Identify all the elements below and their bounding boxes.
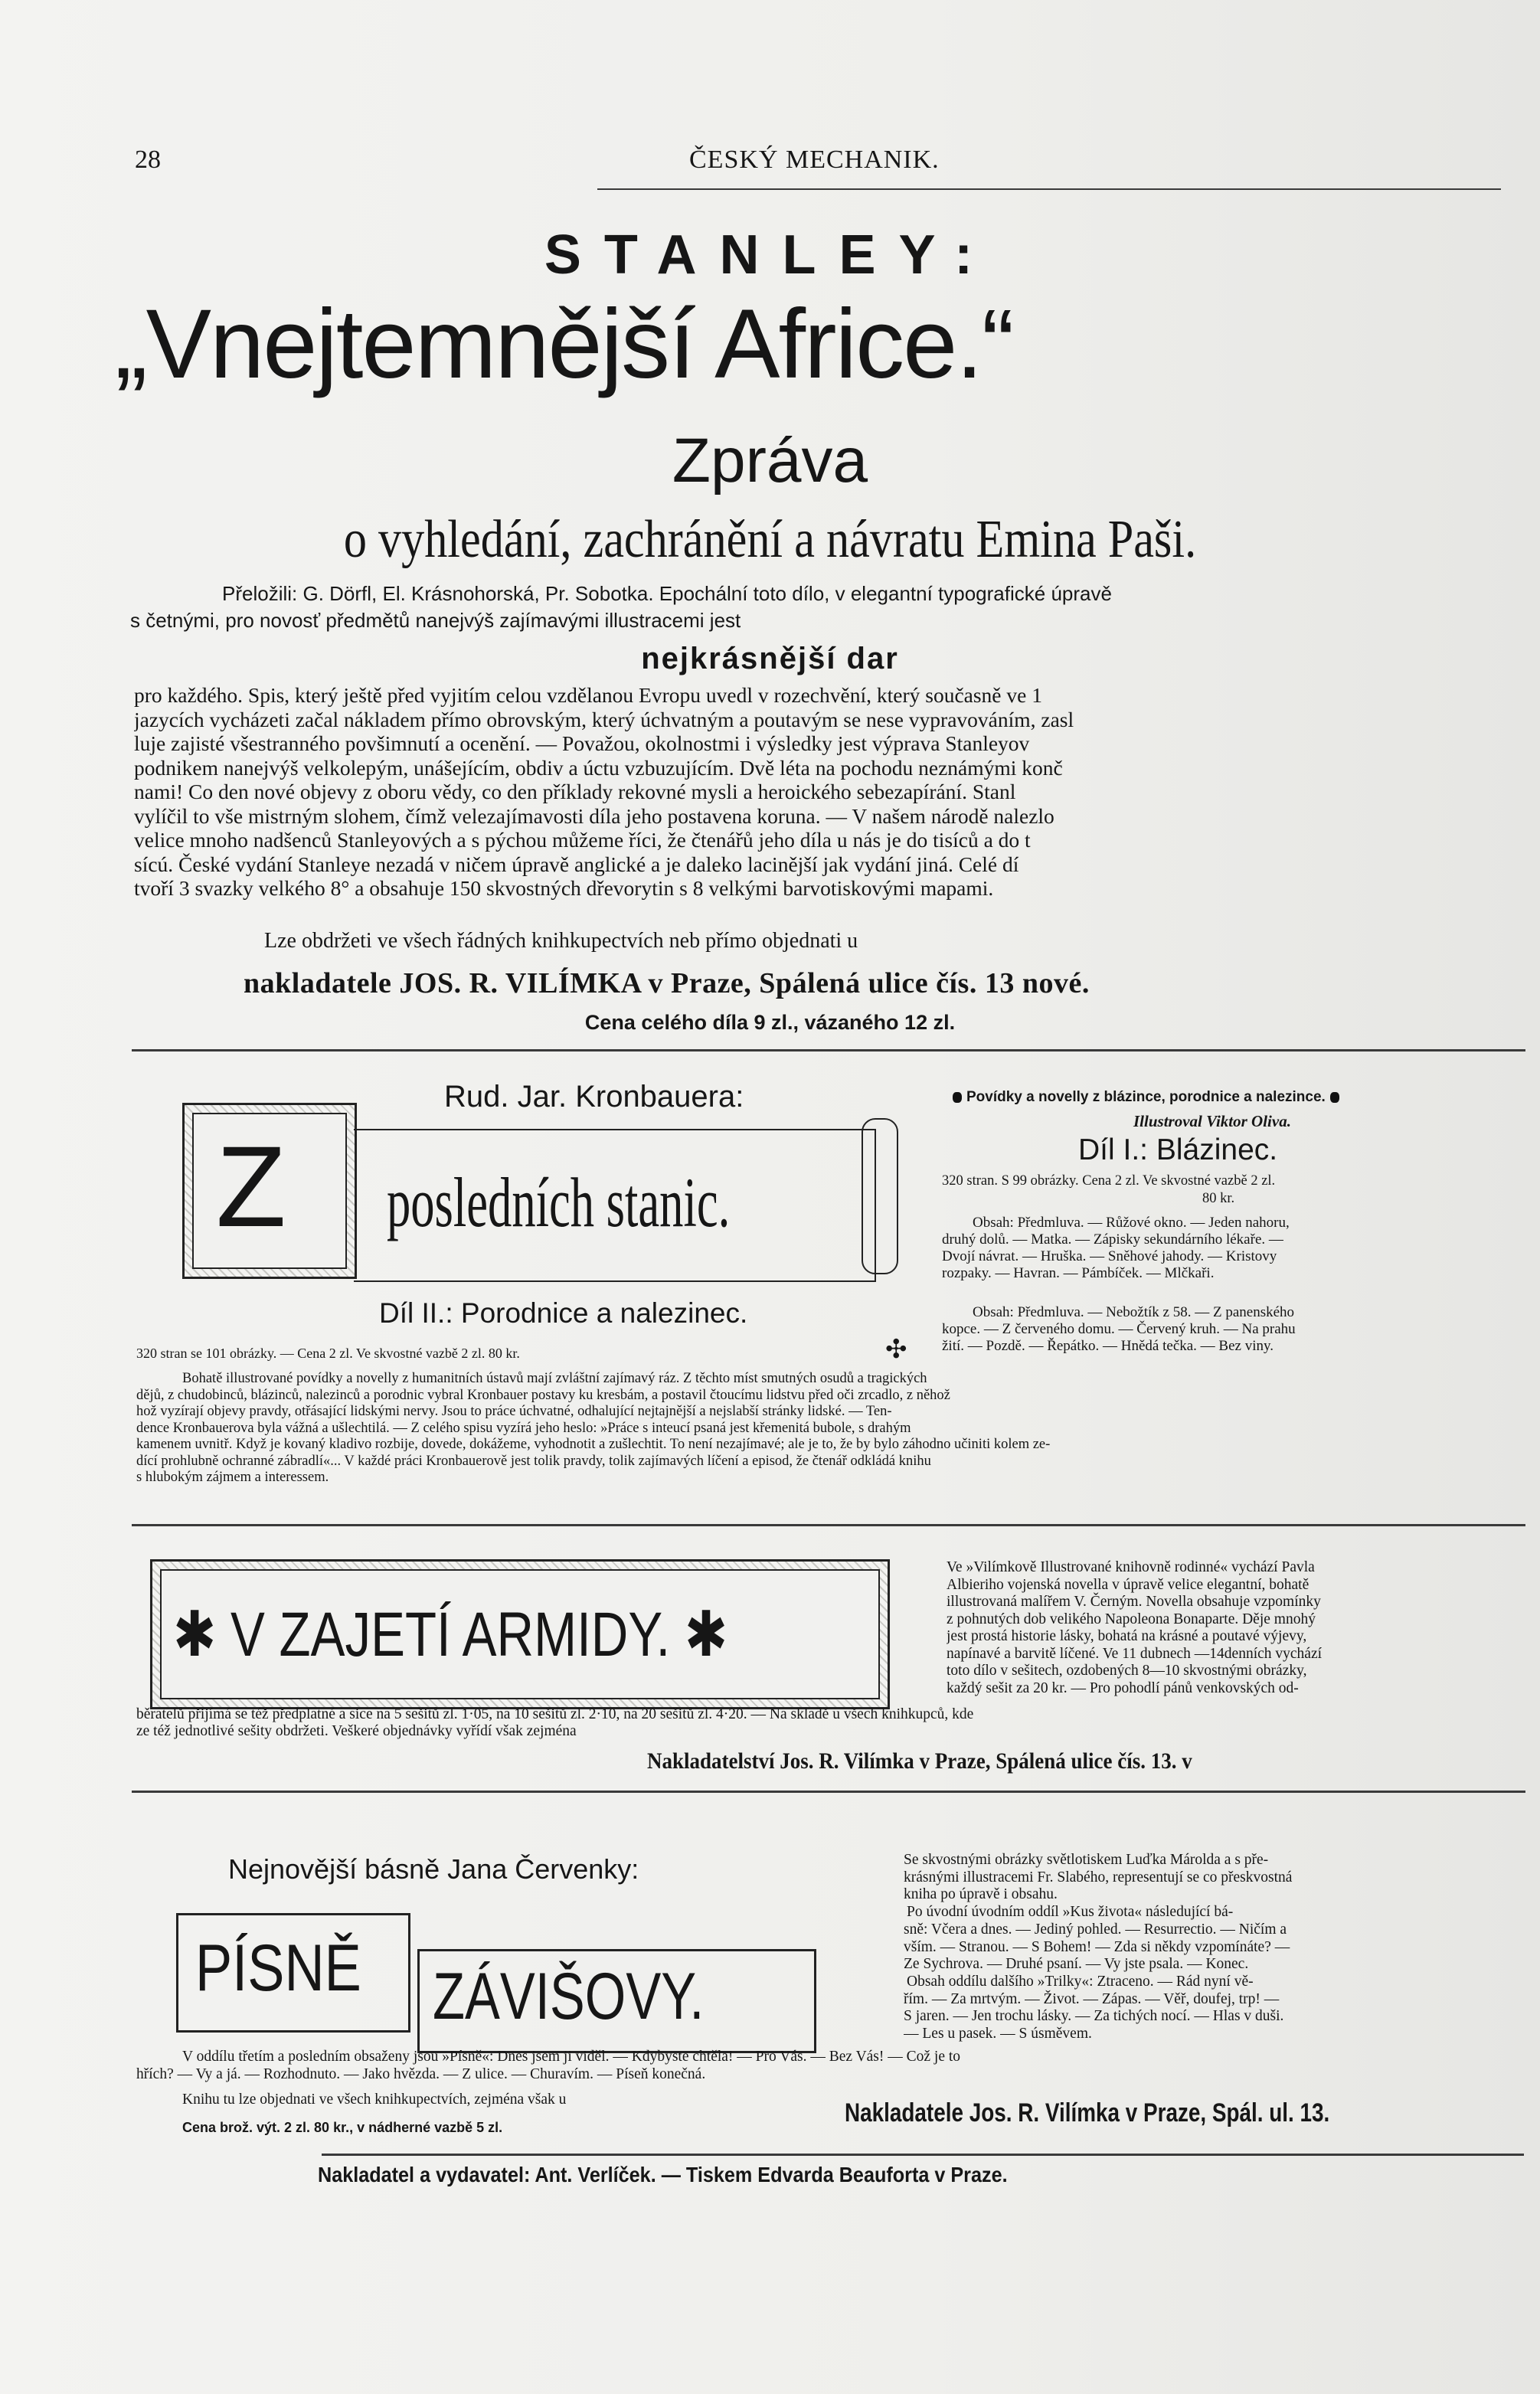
divider: [132, 1049, 1525, 1051]
text-line: napínavé a barvitě líčené. Ve 11 dubnech —14denních vychází: [947, 1645, 1323, 1662]
contents-line: Obsah: Předmluva. — Růžové okno. — Jeden nahoru,: [973, 1215, 1290, 1231]
kronbauer-body: [136, 1371, 1526, 1486]
text-line: Obsah oddílu dalšího »Trilky«: Ztraceno. — Rád nyní vě-: [907, 1973, 1254, 1990]
text-line: Se skvostnými obrázky světlotiskem Luďka Márolda a s pře-: [904, 1852, 1269, 1868]
kronbauer-contents-2: [942, 1304, 1532, 1355]
stanley-obtain: Lze obdržeti ve všech řádných knihkupectvích neb přímo objednati u: [264, 929, 858, 953]
text-line: S jaren. — Jen trochu lásky. — Za tichých nocí. — Hlas v duši.: [904, 2008, 1284, 2025]
stanley-translators: Přeložili: G. Dörfl, El. Krásnohorská, Pr. Sobotka. Epochální toto dílo, v elegantní typografické úpravě: [222, 582, 1112, 605]
header-rule: [597, 188, 1501, 190]
kronbauer-right-header: Povídky a novelly z blázince, porodnice a nalezince.: [948, 1089, 1344, 1106]
body-line: vylíčil to vše mistrným slohem, čímž velezajímavosti díla jeho postavena koruna. — V našem národě nalezlo: [134, 803, 1054, 828]
zavisovy-title: ZÁVIŠOVY.: [433, 1960, 705, 2033]
kronbauer-title: posledních stanic.: [387, 1163, 731, 1241]
bullet-icon: [1330, 1092, 1339, 1103]
body-line: s hlubokým zájmem a interessem.: [136, 1470, 329, 1485]
stanley-subtitle-2: o vyhledání, zachránění a návratu Emina Paši.: [343, 510, 1197, 569]
body-line: jazycích vycházeti začal nákladem přímo obrovským, který úchvatným a poutavým se nese vypravováním, zasl: [134, 707, 1074, 731]
text-line: kniha po úpravě i obsahu.: [904, 1886, 1058, 1903]
body-line: podnikem nanejvýš velkolepým, unášejícím, obdiv a úctu vzbuzujícím. Dvě léta na pochodu neznámými konč: [134, 755, 1063, 780]
cervenka-bottom-2: hřích? — Vy a já. — Rozhodnuto. — Jako hvězda. — Z ulice. — Churavím. — Píseň konečná.: [136, 2066, 706, 2082]
body-line: dence Kronbauerova byla vážná a ušlechtilá. — Z celého spisu vyzírá jeho heslo: »Práce s inteucí psaná jest křemenitá bubole, s drahým: [136, 1420, 911, 1436]
body-line: Bohatě illustrované povídky a novelly z humanitních ústavů mají zvláštní zajímavý ráz. Z těchto míst smutných osudů a tragických: [182, 1371, 927, 1386]
contents-line: kopce. — Z červeného domu. — Červený kruh. — Na prahu: [942, 1321, 1296, 1337]
scroll-ornament: [862, 1118, 898, 1274]
divider: [132, 1791, 1525, 1793]
body-line: hož vyzírají objevy pravdy, otřásající lidskými nervy. Jsou to práce úchvatné, odhalující nejtajnější a nejslabší stránky lidské. — Ten-: [136, 1404, 892, 1419]
bullet-icon: [953, 1092, 962, 1103]
kronbauer-illustrator: Illustroval Viktor Oliva.: [1133, 1112, 1291, 1130]
cervenka-right: [904, 1852, 1528, 2043]
text-line: Albieriho vojenská novella v úpravě velice elegantní, bohatě: [947, 1576, 1309, 1593]
stanley-gift: nejkrásnější dar: [641, 642, 899, 675]
text-line: sně: Včera a dnes. — Jediný pohled. — Resurrectio. — Ničím a: [904, 1921, 1287, 1938]
body-line: tvoří 3 svazky velkého 8° a obsahuje 150 skvostných dřevorytin s 8 velkými barvotiskovými mapami.: [134, 876, 994, 900]
kronbauer-part2-info: 320 stran se 101 obrázky. — Cena 2 zl. Ve skvostné vazbě 2 zl. 80 kr.: [136, 1346, 520, 1361]
body-line: pro každého. Spis, který ještě před vyjitím celou vzdělanou Evropu uvedl v rozechvění, který současně ve 1: [134, 683, 1042, 707]
contents-line: žití. — Pozdě. — Řepátko. — Hnědá tečka. — Bez viny.: [942, 1338, 1274, 1354]
stanley-publisher: nakladatele JOS. R. VILÍMKA v Praze, Spálená ulice čís. 13 nové.: [244, 967, 1090, 999]
contents-line: Obsah: Předmluva. — Nebožtík z 58. — Z panenského: [973, 1304, 1295, 1320]
armidy-publisher: Nakladatelství Jos. R. Vilímka v Praze, Spálená ulice čís. 13. v: [647, 1748, 1192, 1774]
cervenka-heading: Nejnovější básně Jana Červenky:: [228, 1853, 639, 1885]
pisne-title: PÍSNĚ: [195, 1931, 361, 2005]
stanley-title: „Vnejtemnější Africe.“: [115, 289, 1013, 399]
stanley-price: Cena celého díla 9 zl., vázaného 12 zl.: [584, 1011, 956, 1034]
text-line: Po úvodní úvodním oddíl »Kus života« následující bá-: [907, 1904, 1234, 1921]
body-line: kamenem uvnitř. Když je kovaný kladivo rozbije, dovede, dokážeme, vyhodnotit a zušlechtit. To není nezajímavé; ale je to, že by bylo záhodno učiniti kolem ze-: [136, 1437, 1051, 1452]
stanley-body: [134, 683, 1528, 901]
kronbauer-author: Rud. Jar. Kronbauera:: [444, 1080, 744, 1114]
body-line: luje zajisté všestranného povšimnutí a ocenění. — Považou, okolnostmi i výsledky jest výprava Stanleyov: [134, 731, 1030, 755]
armidy-right: [947, 1559, 1529, 1697]
body-line: nami! Co den nové objevy z oboru vědy, co den příklady rekovné mysli a heroického sebezapírání. Stanl: [134, 780, 1016, 803]
body-line: dící prohlubně ochranné zábradlí«... V každé práci Kronbauerově jest tolik pravdy, tolik zajímavých líčení a episod, že čtenář odkládá knihu: [136, 1453, 931, 1469]
stanley-author: STANLEY:: [544, 224, 996, 286]
armidy-bottom: [136, 1706, 1526, 1740]
divider: [322, 2154, 1524, 2156]
body-line: dějů, z chudobinců, blázinců, nalezinců a porodnic vybral Kronbauer postavy ku kresbám, a postavil čtoucímu lidstvu před oči zrcadlo, z něhož: [136, 1387, 950, 1403]
text-line: z pohnutých dob velikého Napoleona Bonaparte. Děje mnohý: [947, 1611, 1316, 1627]
footer-imprint: Nakladatel a vydavatel: Ant. Verlíček. — Tiskem Edvarda Beauforta v Praze.: [318, 2163, 1008, 2186]
text-line: toto dílo v sešitech, ozdobených 8—10 skvostnými obrázky,: [947, 1663, 1307, 1679]
text-line: vším. — Stranou. — S Bohem! — Zda si někdy vzpomínáte? —: [904, 1938, 1290, 1955]
text-line: — Les u pasek. — S úsměvem.: [904, 2026, 1092, 2042]
cross-ornament: ✣: [885, 1335, 907, 1364]
info-line: 80 kr.: [1202, 1191, 1235, 1206]
kronbauer-part1: Díl I.: Blázinec.: [1078, 1133, 1278, 1166]
kronbauer-part1-info: [942, 1172, 1275, 1208]
page-number: 28: [135, 146, 161, 174]
cervenka-publisher: Nakladatele Jos. R. Vilímka v Praze, Spál. ul. 13.: [845, 2098, 1330, 2127]
stanley-line2: s četnými, pro novosť předmětů nanejvýš zajímavými illustracemi jest: [130, 609, 741, 632]
journal-title: ČESKÝ MECHANIK.: [689, 146, 940, 174]
info-line: 320 stran. S 99 obrázky. Cena 2 zl. Ve skvostné vazbě 2 zl.: [942, 1173, 1276, 1189]
stanley-subtitle: Zpráva: [672, 426, 868, 495]
cervenka-bottom-1: V oddílu třetím a posledním obsaženy jsou »Písně«: Dnes jsem ji viděl. — Kdybyste chtěla! — Pro Vás. — Bez Vás! — Což je to: [182, 2049, 961, 2065]
body-line: sícú. České vydání Stanleye nezadá v ničem úpravě anglické a je daleko lacinější jak vydání jiná. Celé dí: [134, 852, 1019, 876]
initial-letter: Z: [216, 1122, 286, 1251]
armidy-title: ✱ V ZAJETÍ ARMIDY. ✱: [173, 1600, 728, 1670]
text-line: illustrovaná malířem V. Černým. Novella obsahuje vzpomínky: [947, 1594, 1321, 1610]
text-line: Ve »Vilímkově Illustrované knihovně rodinné« vychází Pavla: [947, 1559, 1315, 1575]
contents-line: druhý dolů. — Matka. — Zápisky sekundárního lékaře. —: [942, 1231, 1283, 1248]
kronbauer-part2: Díl II.: Porodnice a nalezinec.: [379, 1297, 748, 1329]
contents-line: Dvojí návrat. — Hruška. — Sněhové jahody. — Kristovy: [942, 1248, 1277, 1264]
kronbauer-contents-1: [942, 1215, 1532, 1282]
text-line: krásnými illustracemi Fr. Slabého, representují se co přeskvostná: [904, 1869, 1293, 1885]
body-line: velice mnoho nadšenců Stanleyových a s pýchou můžeme říci, že čtenářů jeho díla u nás je do tisíců a do t: [134, 828, 1031, 852]
contents-line: rozpaky. — Havran. — Pámbíček. — Mlčkaři.: [942, 1265, 1215, 1281]
text-line: Ze Sychrova. — Druhé psaní. — Vy jste psala. — Konec.: [904, 1956, 1249, 1973]
text-line: jest prostá historie lásky, bohatá na krásné a poutavé výjevy,: [947, 1628, 1307, 1644]
text-line: běratelů přijímá se též předplatné a sice na 5 sešitů zl. 1·05, na 10 sešitů zl. 2·10, na 20 sešitů zl. 4·20. — Na skladě u všech knihkupců, kde: [136, 1706, 974, 1722]
text-line: ze též jednotlivé sešity obdržeti. Veškeré objednávky vyřídí však zejména: [136, 1723, 577, 1739]
divider: [132, 1524, 1525, 1526]
cervenka-price: Cena brož. výt. 2 zl. 80 kr., v nádherné vazbě 5 zl.: [182, 2120, 503, 2135]
text-line: každý sešit za 20 kr. — Pro pohodlí pánů venkovských od-: [947, 1679, 1299, 1696]
cervenka-note: Knihu tu lze objednati ve všech knihkupectvích, zejména však u: [182, 2091, 567, 2108]
text-line: řím. — Za mrtvým. — Život. — Zápas. — Věř, doufej, trp! —: [904, 1990, 1280, 2007]
